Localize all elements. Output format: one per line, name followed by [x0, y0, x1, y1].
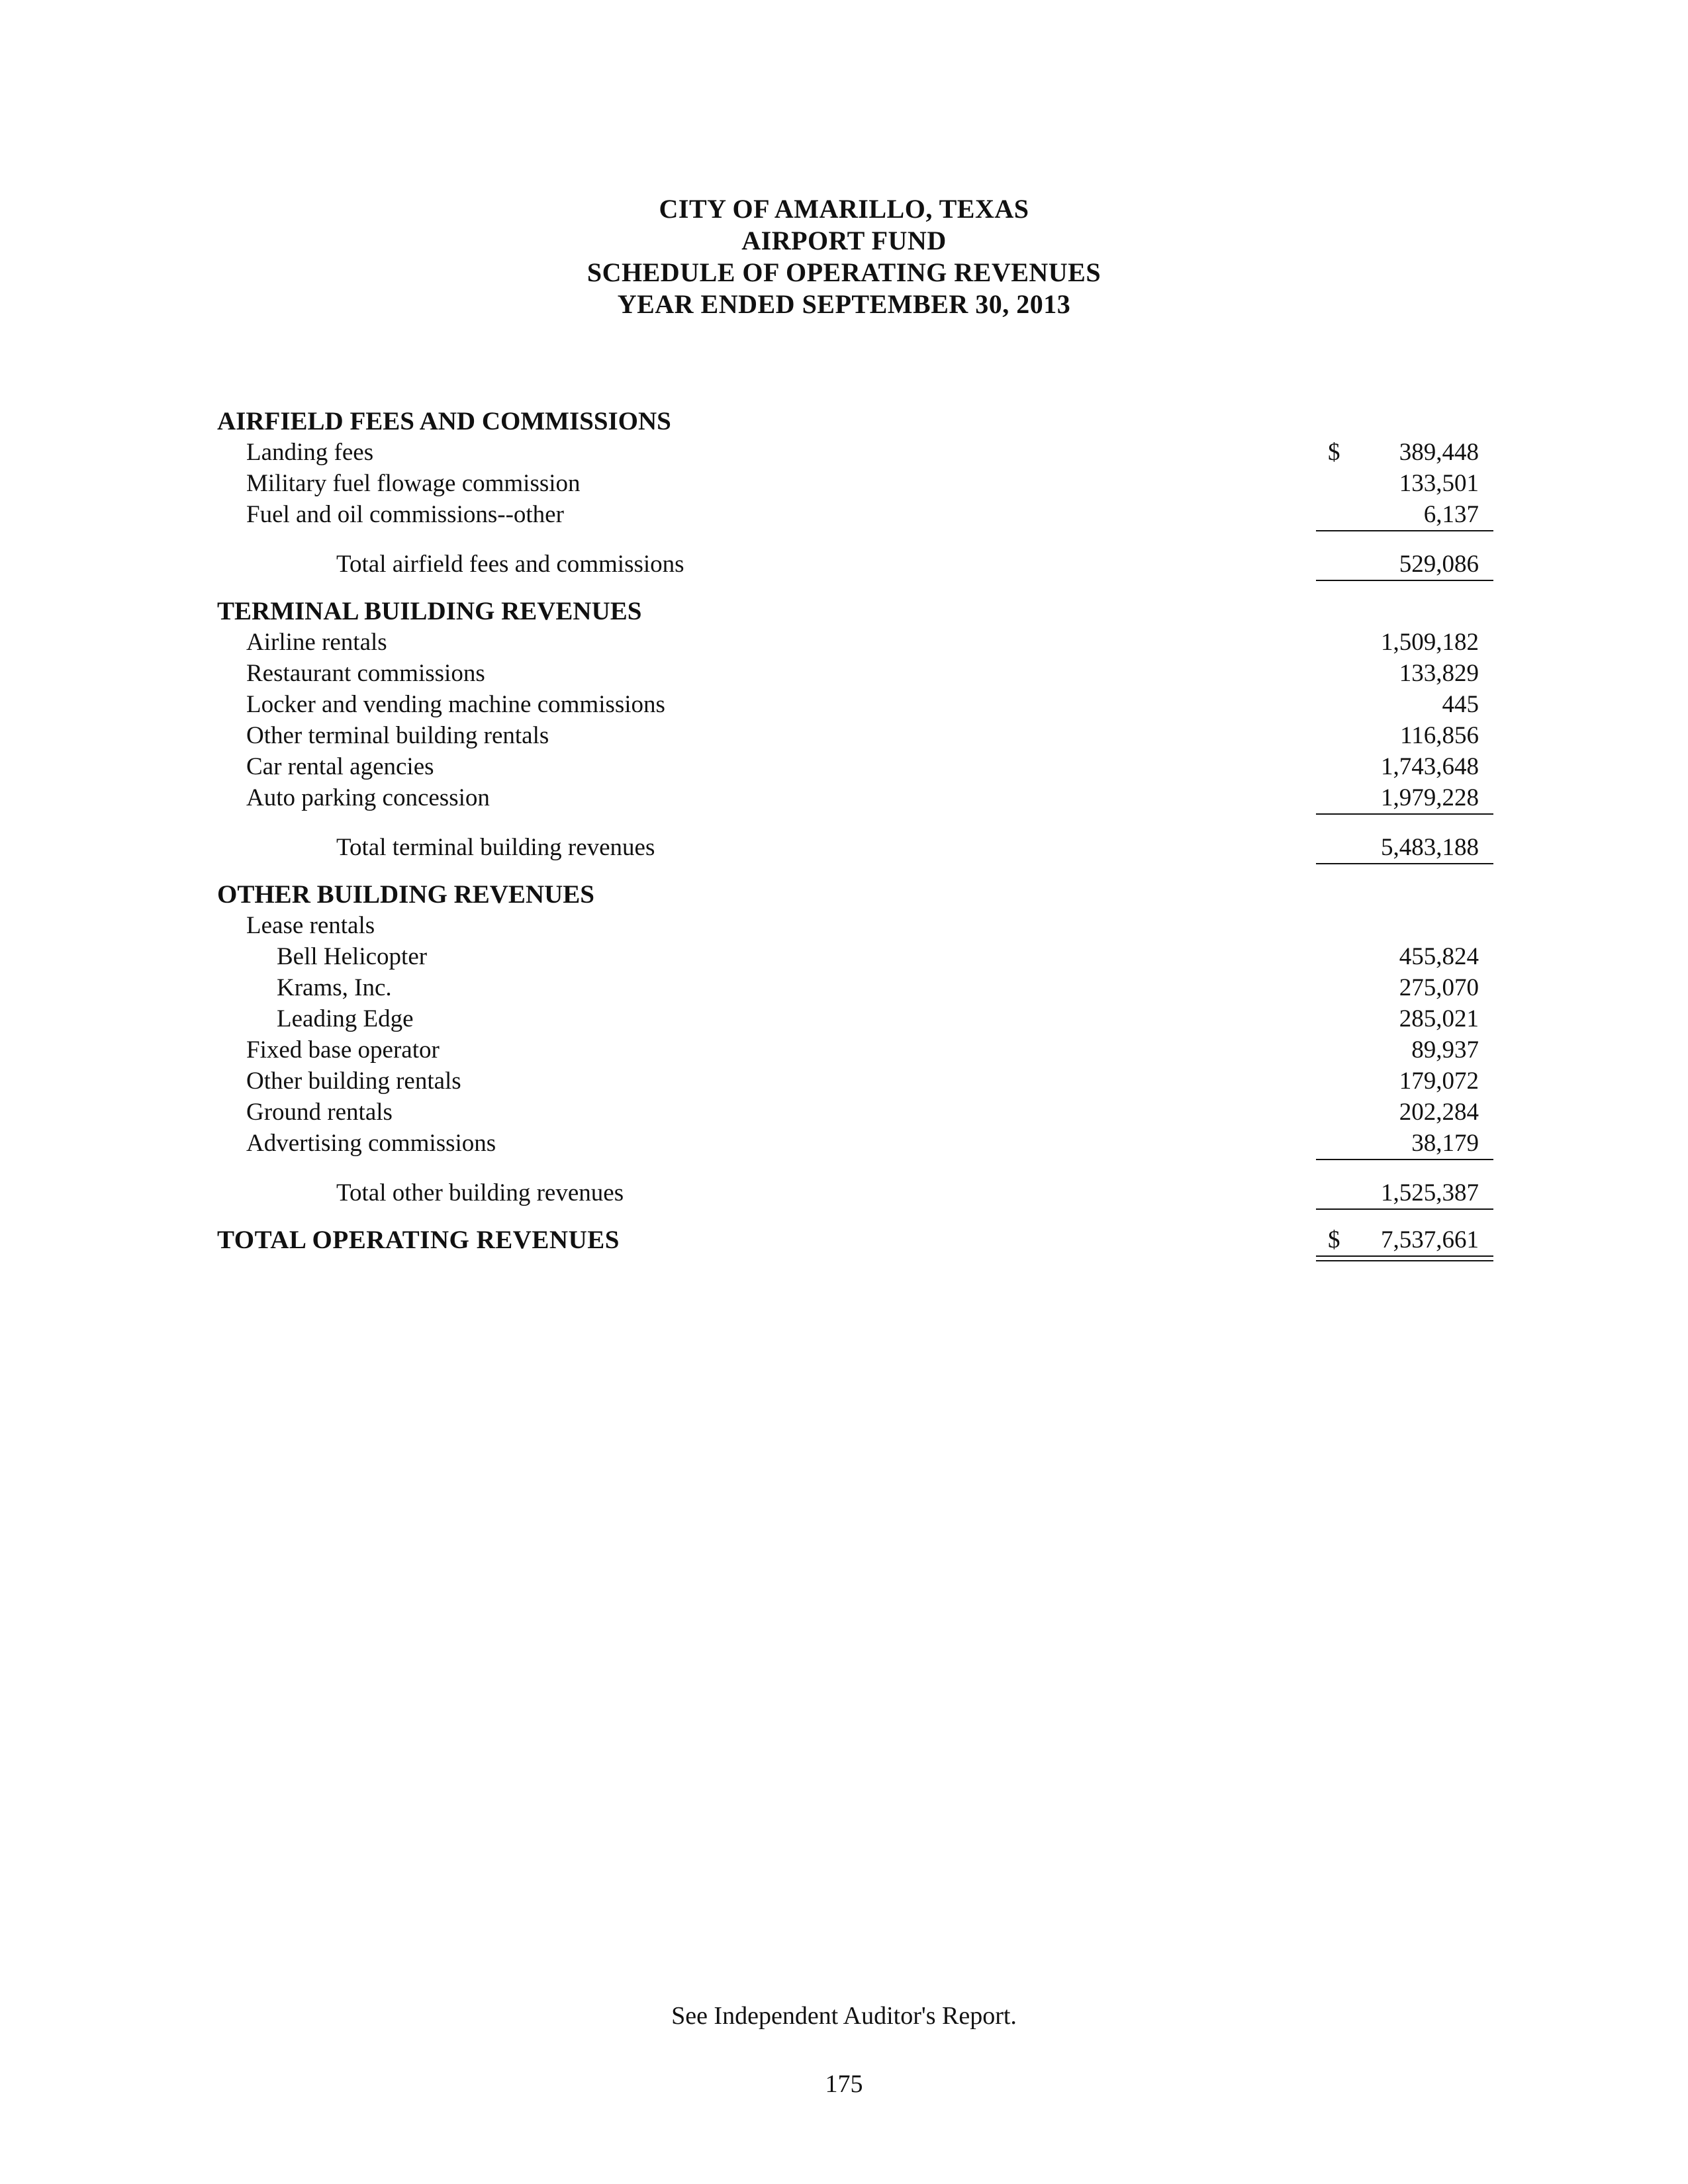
amount-value: 389,448	[1399, 439, 1479, 466]
amount-value: 1,509,182	[1381, 629, 1479, 656]
document-header	[0, 193, 1688, 320]
header-schedule-title: SCHEDULE OF OPERATING REVENUES	[586, 257, 1102, 287]
line-item	[217, 499, 1488, 530]
amount-value: 275,070	[1399, 974, 1479, 1001]
line-item	[217, 437, 1488, 468]
subtotal-value: 529,086	[1399, 551, 1479, 578]
amount-value: 38,179	[1411, 1130, 1479, 1157]
line-item-label: Ground rentals	[246, 1099, 393, 1126]
amount-value: 179,072	[1399, 1068, 1479, 1095]
line-item	[217, 1128, 1488, 1159]
line-item	[217, 1097, 1488, 1128]
subtotal-value: 1,525,387	[1381, 1179, 1479, 1206]
amount-value: 202,284	[1399, 1099, 1479, 1126]
header-fund: AIRPORT FUND	[741, 226, 947, 255]
line-subitem	[217, 941, 1488, 972]
line-item-label: Military fuel flowage commission	[246, 470, 581, 497]
amount-value: 6,137	[1423, 501, 1479, 528]
amount-value: 445	[1442, 691, 1479, 718]
line-item-label: Restaurant commissions	[246, 660, 485, 687]
line-item-label: Bell Helicopter	[277, 943, 428, 970]
line-item-label: Fuel and oil commissions--other	[246, 501, 564, 528]
section-heading-airfield	[217, 406, 1488, 437]
amount-cell	[1316, 1097, 1493, 1128]
page-number: 175	[825, 2070, 863, 2098]
subtotal-row-terminal	[217, 832, 1488, 863]
currency-symbol: $	[1328, 1226, 1340, 1253]
amount-cell	[1316, 1128, 1493, 1160]
spacer	[217, 1208, 1488, 1224]
subtotal-label: Total other building revenues	[336, 1179, 624, 1206]
spacer	[217, 863, 1488, 879]
header-period: YEAR ENDED SEPTEMBER 30, 2013	[617, 289, 1071, 319]
subtotal-row-airfield	[217, 549, 1488, 580]
line-item-label: Leading Edge	[277, 1005, 414, 1032]
amount-cell	[1316, 499, 1493, 531]
subtotal-label: Total terminal building revenues	[336, 834, 655, 861]
section-heading-other	[217, 879, 1488, 910]
line-item-label: Lease rentals	[246, 912, 375, 939]
amount-cell	[1316, 972, 1493, 1003]
line-item-group-label	[217, 910, 1488, 941]
amount-value: 133,829	[1399, 660, 1479, 687]
section-heading-terminal	[217, 596, 1488, 627]
amount-value: 116,856	[1400, 722, 1479, 749]
auditor-report-note: See Independent Auditor's Report.	[671, 2002, 1017, 2030]
amount-cell	[1316, 751, 1493, 782]
amount-cell	[1316, 468, 1493, 499]
grand-total-value: 7,537,661	[1381, 1226, 1479, 1253]
line-item-label: Krams, Inc.	[277, 974, 392, 1001]
amount-cell	[1316, 720, 1493, 751]
amount-value: 1,743,648	[1381, 753, 1479, 780]
line-item-label: Fixed base operator	[246, 1036, 440, 1064]
line-item	[217, 689, 1488, 720]
line-item-label: Locker and vending machine commissions	[246, 691, 665, 718]
grand-total-label: TOTAL OPERATING REVENUES	[217, 1226, 620, 1254]
section-heading-label: TERMINAL BUILDING REVENUES	[217, 597, 642, 625]
amount-cell	[1316, 941, 1493, 972]
amount-cell	[1316, 832, 1493, 864]
line-item-label: Other building rentals	[246, 1068, 461, 1095]
subtotal-value: 5,483,188	[1381, 834, 1479, 861]
amount-value: 285,021	[1399, 1005, 1479, 1032]
line-item	[217, 468, 1488, 499]
line-item-label: Other terminal building rentals	[246, 722, 549, 749]
line-item	[217, 1034, 1488, 1066]
line-subitem	[217, 972, 1488, 1003]
line-item	[217, 1066, 1488, 1097]
line-item-label: Car rental agencies	[246, 753, 434, 780]
line-item	[217, 658, 1488, 689]
spacer	[217, 580, 1488, 596]
currency-symbol: $	[1328, 439, 1340, 466]
spacer	[217, 1159, 1488, 1177]
header-entity: CITY OF AMARILLO, TEXAS	[659, 194, 1029, 224]
line-item	[217, 627, 1488, 658]
amount-cell	[1316, 782, 1493, 815]
grand-total-row	[217, 1224, 1488, 1255]
amount-cell	[1316, 1003, 1493, 1034]
amount-cell	[1316, 1034, 1493, 1066]
section-heading-label: OTHER BUILDING REVENUES	[217, 880, 594, 909]
spacer	[217, 530, 1488, 549]
line-item-label: Landing fees	[246, 439, 374, 466]
line-item	[217, 720, 1488, 751]
section-heading-label: AIRFIELD FEES AND COMMISSIONS	[217, 407, 671, 435]
amount-cell	[1316, 1224, 1493, 1257]
line-item	[217, 782, 1488, 813]
amount-cell	[1316, 549, 1493, 581]
amount-value: 1,979,228	[1381, 784, 1479, 811]
line-subitem	[217, 1003, 1488, 1034]
amount-cell	[1316, 627, 1493, 658]
amount-cell	[1316, 1066, 1493, 1097]
amount-cell	[1316, 658, 1493, 689]
amount-cell	[1316, 1177, 1493, 1210]
subtotal-row-other	[217, 1177, 1488, 1208]
line-item-label: Auto parking concession	[246, 784, 490, 811]
line-item	[217, 751, 1488, 782]
spacer	[217, 813, 1488, 832]
amount-cell	[1316, 689, 1493, 720]
amount-value: 133,501	[1399, 470, 1479, 497]
subtotal-label: Total airfield fees and commissions	[336, 551, 684, 578]
amount-value: 455,824	[1399, 943, 1479, 970]
amount-cell	[1316, 437, 1493, 468]
line-item-label: Advertising commissions	[246, 1130, 496, 1157]
amount-value: 89,937	[1411, 1036, 1479, 1064]
revenue-schedule	[217, 406, 1488, 1255]
line-item-label: Airline rentals	[246, 629, 387, 656]
